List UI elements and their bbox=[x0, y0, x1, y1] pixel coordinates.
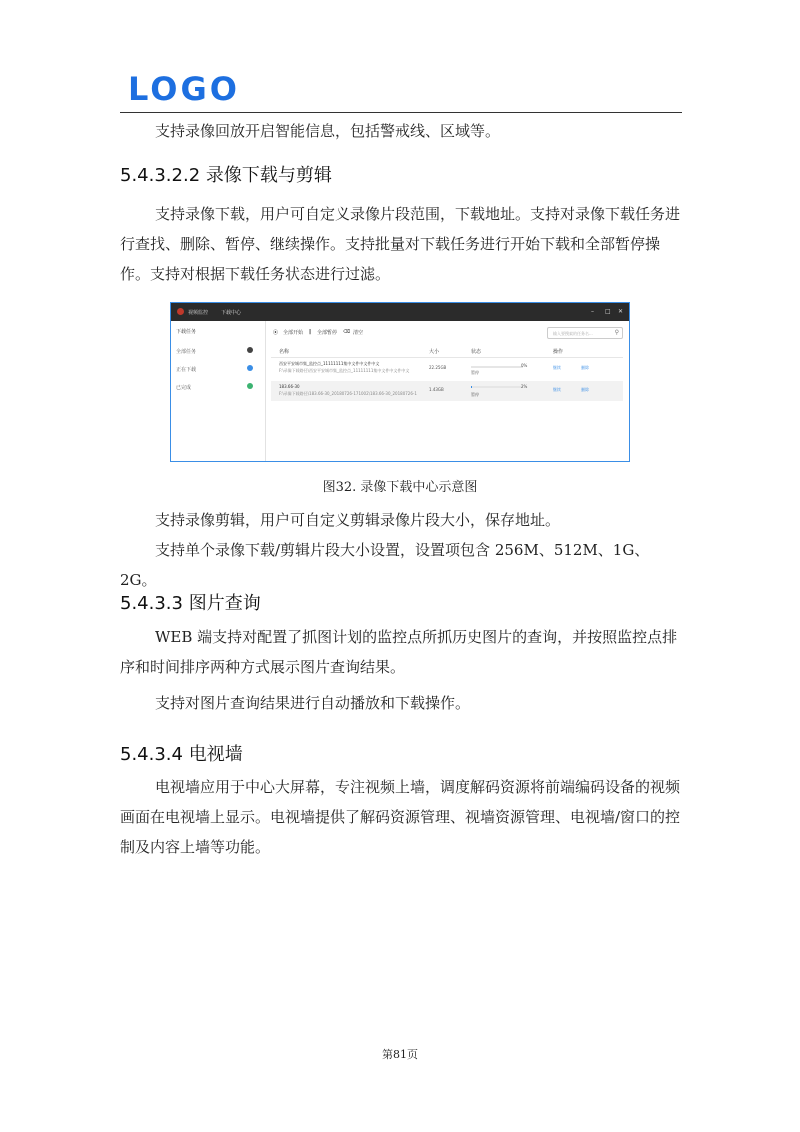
download-center-figure bbox=[170, 302, 630, 462]
task-status: 暂停 bbox=[471, 370, 479, 375]
pause-all-button[interactable]: 全部暂停 bbox=[317, 330, 338, 336]
paragraph-tv-wall: 电视墙应用于中心大屏幕，专注视频上墙，调度解码资源将前端编码设备的视频画面在电视墙上显示。电视墙提供了解码资源管理、视墙资源管理、电视墙/窗口的控制及内容上墙等功能。 bbox=[120, 778, 681, 856]
app-title: 视频监控 bbox=[188, 310, 209, 316]
progress-bar bbox=[471, 386, 523, 388]
resume-link[interactable]: 继续 bbox=[553, 387, 561, 392]
search-input[interactable] bbox=[547, 327, 623, 339]
task-status: 暂停 bbox=[471, 392, 479, 397]
status-dot-icon bbox=[247, 347, 253, 353]
clear-button[interactable]: 清空 bbox=[353, 330, 364, 336]
heading-record-download: 5.4.3.2.2 录像下载与剪辑 bbox=[120, 165, 332, 186]
progress-label: 0% bbox=[521, 363, 528, 368]
sidebar-item-completed[interactable]: 已完成 bbox=[176, 385, 192, 391]
sidebar-item-downloading[interactable]: 正在下载 bbox=[176, 367, 197, 373]
sidebar-title: 下载任务 bbox=[176, 329, 197, 335]
search-placeholder: 输入要搜索的任务名... bbox=[553, 331, 593, 336]
task-size: 1.43GB bbox=[429, 387, 444, 392]
column-size: 大小 bbox=[429, 349, 440, 355]
resume-link[interactable]: 继续 bbox=[553, 365, 561, 370]
heading-tv-wall: 5.4.3.4 电视墙 bbox=[120, 744, 243, 765]
progress-bar bbox=[471, 366, 523, 368]
column-name: 名称 bbox=[279, 349, 290, 355]
sidebar bbox=[171, 321, 266, 461]
task-name: 183.66-30 bbox=[279, 384, 300, 389]
figure-caption: 图32. 录像下载中心示意图 bbox=[322, 480, 478, 495]
paragraph-record-download: 支持录像下载，用户可自定义录像片段范围，下载地址。支持对录像下载任务进行查找、删除、暂停、继续操作。支持批量对下载任务进行开始下载和全部暂停操作。支持对根据下载任务状态进行过滤。 bbox=[120, 205, 681, 283]
search-icon[interactable]: ⚲ bbox=[614, 329, 619, 336]
window-titlebar bbox=[171, 303, 629, 321]
progress-label: 2% bbox=[521, 384, 528, 389]
task-path: F:\录像下载路径\183.66-30_20180726-171002\183.66-30_20180726-1 bbox=[279, 391, 417, 396]
column-status: 状态 bbox=[471, 349, 482, 355]
heading-image-query: 5.4.3.3 图片查询 bbox=[120, 593, 261, 614]
pause-icon[interactable]: ‖ bbox=[309, 329, 312, 335]
page-number: 第81页 bbox=[382, 1048, 418, 1061]
play-icon[interactable]: ⦿ bbox=[273, 330, 279, 336]
paragraph-image-query: WEB 端支持对配置了抓图计划的监控点所抓历史图片的查询，并按照监控点排序和时间排序两种方式展示图片查询结果。 bbox=[120, 628, 678, 676]
table-header bbox=[271, 345, 623, 358]
task-size: 22.25GB bbox=[429, 365, 447, 370]
start-all-button[interactable]: 全部开始 bbox=[283, 330, 304, 336]
table-row[interactable] bbox=[271, 381, 623, 401]
status-dot-icon bbox=[247, 365, 253, 371]
task-name: 西安平安城市集_监控点_11111111集中文件中文件中文 bbox=[279, 361, 380, 366]
header-rule bbox=[120, 112, 682, 113]
table-row[interactable] bbox=[271, 361, 623, 381]
paragraph-record-clip: 支持录像剪辑，用户可自定义剪辑录像片段大小，保存地址。 bbox=[155, 511, 561, 529]
column-ops: 操作 bbox=[553, 349, 564, 355]
maximize-icon[interactable]: □ bbox=[605, 308, 611, 315]
status-dot-icon bbox=[247, 383, 253, 389]
trash-icon[interactable]: ⌫ bbox=[343, 329, 351, 335]
close-icon[interactable]: ✕ bbox=[618, 308, 624, 315]
minimize-icon[interactable]: – bbox=[591, 308, 594, 315]
logo: LOGO bbox=[128, 70, 240, 108]
paragraph-smart-info: 支持录像回放开启智能信息，包括警戒线、区域等。 bbox=[155, 122, 501, 140]
sidebar-item-all[interactable]: 全部任务 bbox=[176, 349, 197, 355]
delete-link[interactable]: 删除 bbox=[581, 387, 589, 392]
app-logo-icon bbox=[177, 308, 184, 315]
tab-download-center[interactable]: 下载中心 bbox=[221, 310, 242, 316]
paragraph-image-playback: 支持对图片查询结果进行自动播放和下载操作。 bbox=[155, 694, 471, 712]
delete-link[interactable]: 删除 bbox=[581, 365, 589, 370]
task-path: F:\录像下载路径\西安平安城市集_监控点_11111111集中文件中文件中文 bbox=[279, 368, 410, 373]
paragraph-clip-size: 支持单个录像下载/剪辑片段大小设置，设置项包含 256M、512M、1G、2G。 bbox=[120, 541, 650, 589]
